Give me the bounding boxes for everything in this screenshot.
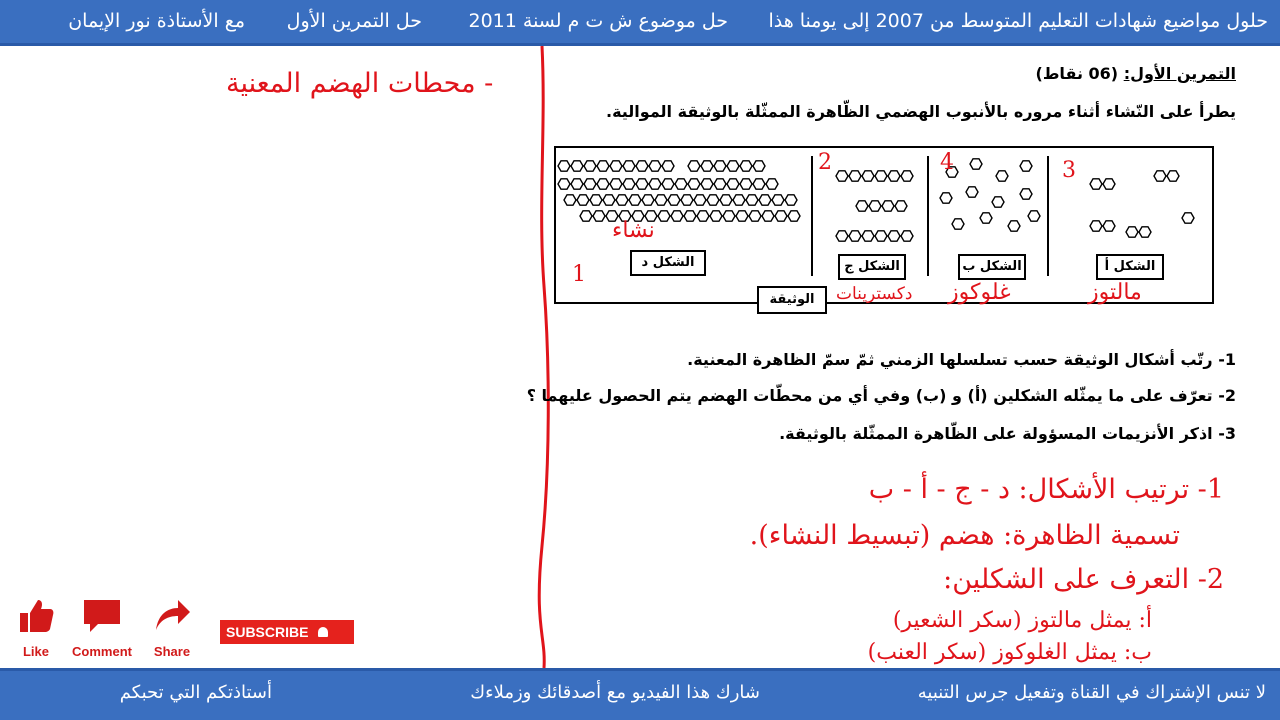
annotation-maltose: مالتوز [1088,280,1142,305]
annotation-digestion-stations: - محطات الهضم المعنية [226,68,494,99]
banner-subject: حل موضوع ش ت م لسنة 2011 [468,10,728,32]
exercise-title-label: التمرين الأول: [1123,64,1236,83]
dextrin-chains [836,171,913,241]
like-label: Like [22,644,49,659]
panel-label-b: الشكل ب [958,254,1026,280]
banner-teacher: مع الأستاذة نور الإيمان [68,10,245,32]
like-button[interactable] [0,596,72,659]
share-arrow-icon [150,596,194,636]
thumbs-up-icon [16,596,56,636]
banner-share-message: شارك هذا الفيديو مع أصدقائك وزملاءك [470,682,760,703]
annotation-number-2: 2 [818,150,832,175]
banner-series-title: حلول مواضيع شهادات التعليم المتوسط من 2007 إلى يومنا هذا [768,10,1268,32]
margin-line [528,46,564,668]
annotation-dextrin: دكسترينات [836,284,913,304]
glucose-monomers [940,159,1040,231]
maltose-dimers [1090,171,1194,237]
annotation-number-1: 1 [572,262,586,287]
banner-exercise: حل التمرين الأول [286,10,422,32]
comment-label: Comment [72,644,132,659]
panel-label-c: الشكل ج [838,254,906,280]
exercise-intro: يطرأ على النّشاء أثناء مروره بالأنبوب الهضمي الظّاهرة الممثّلة بالوثيقة الموالية. [605,102,1236,121]
exercise-title [1036,64,1237,83]
top-banner [0,0,1280,46]
answer-shape-b: ب: يمثل الغلوكوز (سكر العنب) [867,640,1152,665]
annotation-starch: نشاء [612,218,655,243]
answer-naming: تسمية الظاهرة: هضم (تبسيط النشاء). [749,520,1180,551]
subscribe-button[interactable] [220,620,354,644]
banner-signature: أستاذتكم التي تحبكم [119,682,272,703]
annotation-number-4: 4 [940,150,954,175]
question-2: 2- تعرّف على ما يمثّله الشكلين (أ) و (ب) وفي أي من محطّات الهضم يتم الحصول عليهما ؟ [526,386,1236,405]
panel-label-d: الشكل د [630,250,706,276]
answer-shape-a: أ: يمثل مالتوز (سكر الشعير) [892,608,1152,633]
annotation-glucose: غلوكوز [948,280,1011,305]
question-1: 1- رتّب أشكال الوثيقة حسب تسلسلها الزمني ثمّ سمّ الظاهرة المعنية. [687,350,1236,369]
answer-identify: 2- التعرف على الشكلين: [943,564,1224,595]
subscribe-label: SUBSCRIBE [226,624,309,640]
exercise-document [526,58,1250,458]
social-widgets [8,596,348,666]
bell-icon [318,627,328,637]
starch-chains [558,161,800,221]
document-caption: الوثيقة [757,286,827,314]
annotation-number-3: 3 [1062,158,1076,183]
comment-button[interactable] [66,596,138,659]
answer-ordering: 1- ترتيب الأشكال: د - ج - أ - ب [868,474,1224,505]
banner-subscribe-message: لا تنس الإشتراك في القناة وتفعيل جرس التنبيه [917,682,1266,703]
bottom-banner [0,668,1280,720]
comment-icon [80,596,124,636]
panel-label-a: الشكل أ [1096,254,1164,280]
share-label: Share [153,644,191,659]
question-3: 3- اذكر الأنزيمات المسؤولة على الظّاهرة الممثّلة بالوثيقة. [779,424,1236,443]
share-button[interactable] [136,596,208,659]
exercise-points: (06 نقاط) [1035,64,1119,83]
